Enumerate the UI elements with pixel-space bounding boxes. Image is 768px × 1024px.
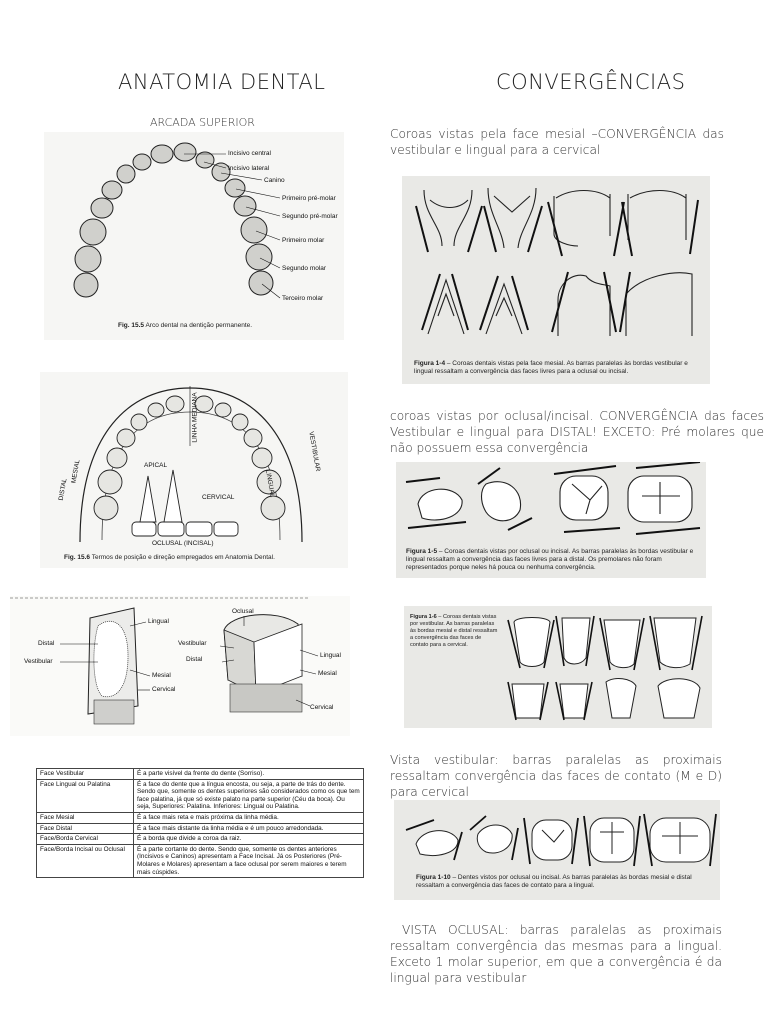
figure-1-6-drawing bbox=[404, 606, 712, 728]
figure-1-6-text: – Coroas dentais vistas por vestibular. As barras paralelas às bordas mesial e distal ressaltam a convergência das faces de contato para a cervical. bbox=[410, 614, 498, 648]
fig155-caption bbox=[118, 322, 252, 330]
arcada-title: ARCADA SUPERIOR bbox=[150, 116, 255, 129]
faces-right-vestibular: Vestibular bbox=[178, 640, 207, 647]
glossary-term: Face Vestibular bbox=[37, 769, 134, 780]
tooth-faces-drawing bbox=[10, 596, 350, 736]
fig156-caption bbox=[64, 554, 275, 562]
label-apical: APICAL bbox=[144, 462, 168, 469]
tooth-faces-figure bbox=[10, 596, 350, 736]
arch-label-5: Segundo pré-molar bbox=[282, 213, 338, 220]
label-oclusal: OCLUSAL (INCISAL) bbox=[152, 540, 214, 547]
faces-right-lingual: Lingual bbox=[320, 652, 341, 659]
arch-label-2: Incisivo lateral bbox=[228, 165, 270, 172]
figure-1-5-num: Figura 1-5 bbox=[406, 548, 438, 555]
faces-right-cervical: Cervical bbox=[310, 704, 334, 711]
glossary-term: Face/Borda Cervical bbox=[37, 834, 134, 845]
arch-label-4: Primeiro pré-molar bbox=[282, 195, 336, 202]
table-row bbox=[37, 844, 364, 877]
right-title: CONVERGÊNCIAS bbox=[496, 70, 686, 94]
label-vestibular: VESTIBULAR bbox=[307, 430, 322, 473]
glossary-term: Face Mesial bbox=[37, 812, 134, 823]
figure-1-6 bbox=[404, 606, 712, 728]
figure-1-5-text: – Coroas dentais vistas por oclusal ou incisal. As barras paralelas às bordas vestibular e lingual ressaltam a convergência das faces livres para a distal. Os premolares não foram representados porque neles há pouca ou nenhuma convergência. bbox=[406, 548, 694, 571]
figure-1-4 bbox=[402, 176, 710, 384]
faces-left-distal: Distal bbox=[38, 640, 55, 647]
arch-label-3: Canino bbox=[264, 177, 285, 184]
fig155-caption-num: Fig. 15.5 bbox=[118, 322, 145, 329]
arch-label-8: Terceiro molar bbox=[282, 295, 324, 302]
dental-arch-drawing bbox=[44, 132, 344, 340]
glossary-term: Face Lingual ou Palatina bbox=[37, 779, 134, 812]
table-row bbox=[37, 812, 364, 823]
glossary-definition: É a parte visível da frente do dente (Sorriso). bbox=[134, 769, 364, 780]
paragraph-vestibular-view: Vista vestibular: barras paralelas as proximais ressaltam convergência das faces de contato (M e D) para cervical bbox=[390, 753, 722, 799]
faces-left-mesial: Mesial bbox=[152, 672, 171, 679]
position-terms-figure bbox=[40, 372, 348, 568]
arch-label-1: Incisivo central bbox=[228, 150, 271, 157]
faces-right-mesial: Mesial bbox=[318, 670, 337, 677]
figure-1-4-num: Figura 1-4 bbox=[414, 360, 446, 367]
label-cervical: CERVICAL bbox=[202, 494, 235, 501]
arch-label-7: Segundo molar bbox=[282, 265, 327, 272]
figure-1-4-drawing bbox=[402, 176, 710, 384]
figure-1-10-num: Figura 1-10 bbox=[416, 874, 451, 881]
figure-1-5-caption bbox=[406, 548, 700, 572]
faces-right-distal: Distal bbox=[186, 656, 203, 663]
table-row bbox=[37, 779, 364, 812]
label-distal: DISTAL bbox=[57, 477, 69, 502]
label-lingual: LINGUAL bbox=[264, 469, 276, 498]
glossary-definition: É a parte cortante do dente. Sendo que, somente os dentes anteriores (Incisivos e Caninos) apresentam a Face Incisal. Já os Posteriores (Pré-Molares e Molares) apresentam a face oclusal por serem maiores e terem mais cúspides. bbox=[134, 844, 364, 877]
faces-left-cervical: Cervical bbox=[152, 686, 176, 693]
faces-right-oclusal: Oclusal bbox=[232, 608, 254, 615]
table-row bbox=[37, 834, 364, 845]
table-row bbox=[37, 823, 364, 834]
figure-1-4-caption bbox=[414, 360, 702, 376]
faces-left-vestibular: Vestibular bbox=[24, 658, 53, 665]
figure-1-10 bbox=[394, 800, 720, 900]
label-mesial: MESIAL bbox=[70, 459, 82, 484]
faces-glossary-table bbox=[36, 768, 364, 878]
fig155-caption-text: Arco dental na dentição permanente. bbox=[145, 322, 253, 329]
figure-1-6-num: Figura 1-6 bbox=[410, 614, 437, 620]
figure-1-10-text: – Dentes vistos por oclusal ou incisal. As barras paralelas às bordas mesial e distal ressaltam a convergência das faces de contato para a lingual. bbox=[416, 874, 692, 889]
figure-1-10-caption bbox=[416, 874, 712, 890]
glossary-term: Face/Borda Incisal ou Oclusal bbox=[37, 844, 134, 877]
left-title: ANATOMIA DENTAL bbox=[118, 70, 326, 94]
glossary-definition: É a face mais reta e mais próxima da linha média. bbox=[134, 812, 364, 823]
paragraph-occlusal-view: coroas vistas por oclusal/incisal. CONVERGÊNCIA das faces Vestibular e lingual para DISTAL! EXCETO: Pré molares que não possuem essa convergência bbox=[390, 409, 764, 455]
faces-left-lingual: Lingual bbox=[148, 618, 169, 625]
figure-1-4-text: – Coroas dentais vistas pela face mesial. As barras paralelas às bordas vestibular e lingual ressaltam a convergência das faces livres para a oclusal ou incisal. bbox=[414, 360, 688, 375]
arch-label-6: Primeiro molar bbox=[282, 237, 325, 244]
dental-arch-figure bbox=[44, 132, 344, 340]
glossary-definition: É a borda que divide a coroa da raiz. bbox=[134, 834, 364, 845]
fig156-caption-num: Fig. 15.6 bbox=[64, 554, 91, 561]
paragraph-mesial-view: Coroas vistas pela face mesial –CONVERGÊNCIA das vestibular e lingual para a cervical bbox=[390, 127, 724, 157]
paragraph-occlusal-vista: VISTA OCLUSAL: barras paralelas as proximais ressaltam convergência das mesmas para a lingual. Exceto 1 molar superior, em que a convergência é da lingual para vestibular bbox=[390, 923, 722, 985]
table-row bbox=[37, 769, 364, 780]
figure-1-5 bbox=[396, 462, 706, 578]
fig156-caption-text: Termos de posição e direção empregados em Anatomia Dental. bbox=[91, 554, 275, 561]
label-linha-mediana: LINHA MEDIANA bbox=[191, 392, 199, 443]
glossary-definition: É a face do dente que a língua encosta, ou seja, a parte de trás do dente. Sendo que, somente os dentes superiores são considerados como os que tem face palatina, já que só existe palato na parte superior (Céu da boca). Ou seja, Superiores: Palatina. Inferiores: Lingual ou Palatina. bbox=[134, 779, 364, 812]
glossary-definition: É a face mais distante da linha média e é um pouco arredondada. bbox=[134, 823, 364, 834]
glossary-term: Face Distal bbox=[37, 823, 134, 834]
